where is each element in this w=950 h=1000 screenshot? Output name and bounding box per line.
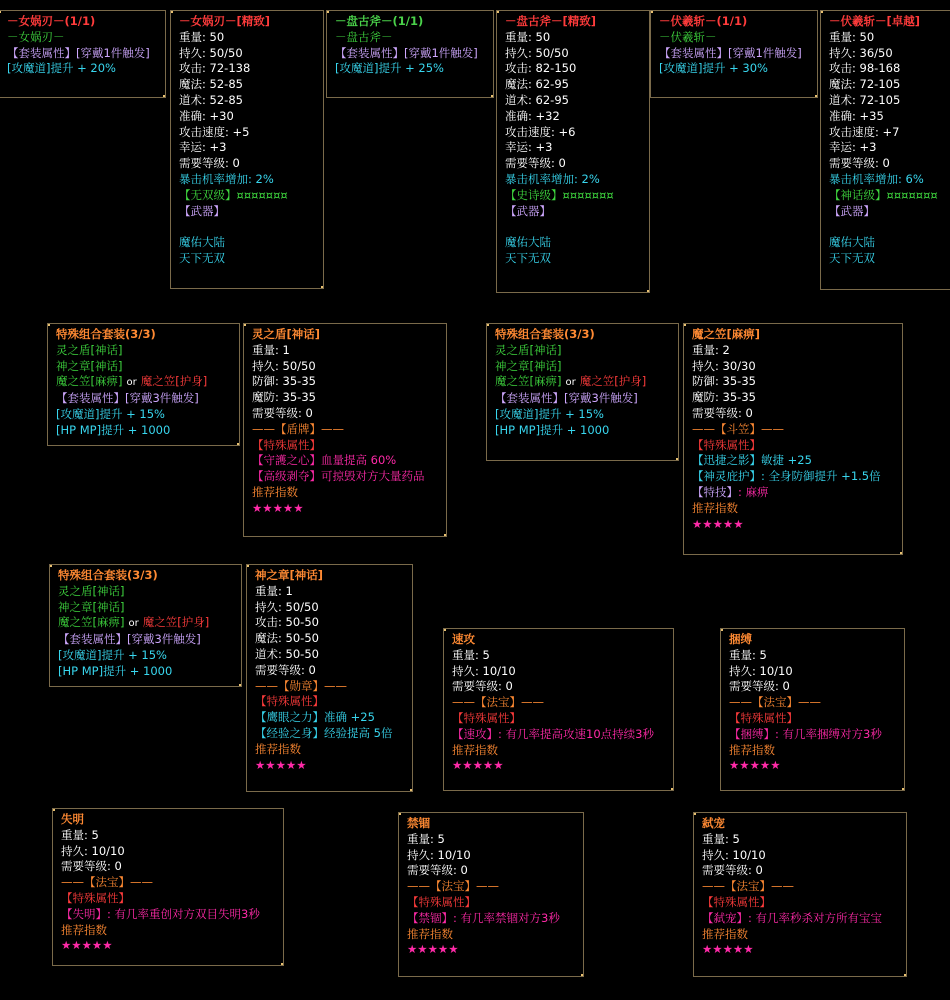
tooltip-title: 灵之盾[神话]	[252, 327, 321, 341]
tooltip-title: －女娲刃－[精致]	[179, 14, 271, 28]
set-item-name: 魔之笠[护身]	[579, 374, 647, 389]
recommend-label: 推荐指数	[61, 922, 107, 937]
fuxi-slash-set-tooltip	[650, 10, 818, 98]
magic-stat: 魔法: 52-85	[179, 77, 243, 92]
set-attribute-label: 【套装属性】[穿戴3件触发]	[58, 632, 201, 647]
magic-defense-stat: 魔防: 35-35	[692, 390, 756, 405]
set-bonus: [攻魔道]提升 + 15%	[56, 406, 165, 421]
grade-label: 【无双级】¤¤¤¤¤¤¤	[179, 187, 288, 202]
tooltip-title: 弑宠	[702, 816, 725, 830]
weight-stat: 重量: 50	[505, 29, 551, 44]
level-requirement: 需要等级: 0	[729, 679, 790, 694]
level-requirement: 需要等级: 0	[61, 859, 122, 874]
quick-attack-tooltip	[443, 628, 674, 791]
durability-stat: 持久: 36/50	[829, 45, 893, 60]
special-attribute-label: 【特殊属性】	[452, 710, 521, 725]
recommend-stars: ★★★★★	[692, 516, 744, 531]
blind-tooltip	[52, 808, 284, 966]
tooltip-title: －盘古斧－[精致]	[505, 14, 597, 28]
level-requirement: 需要等级: 0	[255, 662, 316, 677]
god-badge-tooltip	[246, 564, 413, 792]
combo-set-tooltip	[49, 564, 242, 687]
tooltip-title: －盘古斧－(1/1)	[335, 14, 424, 28]
item-tag: 天下无双	[505, 250, 551, 265]
item-kind: ——【法宝】——	[729, 695, 821, 710]
tooltip-title: 神之章[神话]	[255, 568, 324, 582]
special-attribute-label: 【特殊属性】	[692, 437, 761, 452]
durability-stat: 持久: 30/30	[692, 358, 756, 373]
set-bonus: [攻魔道]提升 + 15%	[58, 647, 167, 662]
durability-stat: 持久: 10/10	[407, 847, 471, 862]
tooltip-title: 魔之笠[麻痹]	[692, 327, 761, 341]
item-type: 【武器】	[179, 203, 225, 218]
item-kind: ——【法宝】——	[702, 879, 794, 894]
pangu-axe-item-tooltip	[496, 10, 650, 293]
grade-label: 【史诗级】¤¤¤¤¤¤¤	[505, 187, 614, 202]
recommend-label: 推荐指数	[702, 926, 748, 941]
durability-stat: 持久: 10/10	[729, 663, 793, 678]
combo-set-tooltip	[486, 323, 679, 461]
special-skill: 【神灵庇护】: 全身防御提升 +1.5倍	[692, 469, 881, 484]
tao-stat: 道术: 62-95	[505, 92, 569, 107]
magic-stat: 魔法: 50-50	[255, 631, 319, 646]
item-tag: 魔佑大陆	[829, 235, 875, 250]
set-item-choice	[495, 374, 670, 391]
special-skill: 【弑宠】: 有几率秒杀对方所有宝宝	[702, 910, 883, 925]
special-skill: 【捆缚】: 有几率捆缚对方3秒	[729, 726, 882, 741]
special-skill: 【速攻】: 有几率提高攻速10点持续3秒	[452, 726, 654, 741]
set-item-name: 魔之笠[麻痹]	[56, 374, 123, 389]
attack-stat: 攻击: 50-50	[255, 615, 319, 630]
special-skill: 【失明】: 有几率重创对方双目失明3秒	[61, 906, 260, 921]
set-item-name: 灵之盾[神话]	[56, 342, 123, 357]
set-bonus: [HP MP]提升 + 1000	[495, 422, 610, 437]
defense-stat: 防御: 35-35	[692, 374, 756, 389]
pangu-axe-set-tooltip	[326, 10, 494, 98]
recommend-stars: ★★★★★	[252, 500, 304, 515]
special-attribute-label: 【特殊属性】	[61, 890, 130, 905]
set-bonus: [攻魔道]提升 + 25%	[335, 61, 444, 76]
special-skill: 【鹰眼之力】准确 +25	[255, 710, 375, 725]
weight-stat: 重量: 5	[407, 831, 445, 846]
set-attribute-label: 【套装属性】[穿戴1件触发]	[659, 45, 802, 60]
recommend-label: 推荐指数	[692, 500, 738, 515]
set-bonus: [HP MP]提升 + 1000	[56, 422, 171, 437]
level-requirement: 需要等级: 0	[692, 405, 753, 420]
recommend-stars: ★★★★★	[452, 758, 504, 773]
special-skill: 【禁锢】: 有几率禁锢对方3秒	[407, 910, 560, 925]
tooltip-title: 特殊组合套装(3/3)	[58, 568, 158, 582]
attack-speed-stat: 攻击速度: +7	[829, 124, 900, 139]
skill-name: 【守護之心】	[252, 453, 321, 468]
pet-slay-tooltip	[693, 812, 907, 977]
durability-stat: 持久: 10/10	[452, 663, 516, 678]
item-tag: 天下无双	[829, 250, 875, 265]
tooltip-title: 禁锢	[407, 816, 430, 830]
attack-stat: 攻击: 82-150	[505, 61, 577, 76]
set-item-name: 神之章[神话]	[58, 599, 125, 614]
defense-stat: 防御: 35-35	[252, 374, 316, 389]
set-item-choice	[58, 615, 233, 632]
special-skill	[252, 469, 438, 485]
attack-stat: 攻击: 72-138	[179, 61, 251, 76]
durability-stat: 持久: 50/50	[255, 599, 319, 614]
tao-stat: 道术: 52-85	[179, 92, 243, 107]
recommend-stars: ★★★★★	[61, 938, 113, 953]
level-requirement: 需要等级: 0	[179, 156, 240, 171]
luck-stat: 幸运: +3	[179, 140, 227, 155]
durability-stat: 持久: 50/50	[179, 45, 243, 60]
imprison-tooltip	[398, 812, 584, 977]
tooltip-title: 特殊组合套装(3/3)	[495, 327, 595, 341]
or-separator: or	[126, 377, 137, 389]
item-type: 【武器】	[505, 203, 551, 218]
set-bonus: [HP MP]提升 + 1000	[58, 663, 173, 678]
grade-label: 【神话级】¤¤¤¤¤¤¤	[829, 187, 938, 202]
accuracy-stat: 准确: +35	[829, 108, 884, 123]
skill-text: 可掠毁对方大量药品	[321, 469, 425, 484]
attack-speed-stat: 攻击速度: +5	[179, 124, 250, 139]
set-bonus: [攻魔道]提升 + 20%	[7, 61, 116, 76]
special-attribute-label: 【特殊属性】	[252, 437, 321, 452]
tooltip-title: 速攻	[452, 632, 475, 646]
set-item-name: 魔之笠[麻痹]	[58, 615, 125, 630]
item-kind: ——【法宝】——	[407, 879, 499, 894]
special-skill	[692, 485, 894, 501]
special-skill	[252, 453, 438, 469]
set-attribute-label: 【套装属性】[穿戴3件触发]	[56, 391, 199, 406]
recommend-stars: ★★★★★	[702, 942, 754, 957]
durability-stat: 持久: 10/10	[61, 843, 125, 858]
set-attribute-label: 【套装属性】[穿戴1件触发]	[335, 45, 478, 60]
weight-stat: 重量: 5	[452, 647, 490, 662]
fuxi-slash-item-tooltip	[820, 10, 950, 290]
spacer	[179, 219, 315, 235]
weight-stat: 重量: 5	[61, 827, 99, 842]
tooltip-title: －伏羲斩－[卓越]	[829, 14, 921, 28]
nvwa-blade-item-tooltip	[170, 10, 324, 289]
skill-name: 【特技】	[692, 484, 738, 499]
set-item-name: 神之章[神话]	[495, 358, 562, 373]
level-requirement: 需要等级: 0	[452, 679, 513, 694]
accuracy-stat: 准确: +30	[179, 108, 234, 123]
combo-set-tooltip	[47, 323, 240, 446]
special-attribute-label: 【特殊属性】	[702, 894, 771, 909]
set-attribute-label: 【套装属性】[穿戴3件触发]	[495, 391, 638, 406]
set-attribute-label: 【套装属性】[穿戴1件触发]	[7, 45, 150, 60]
set-item-name: －伏羲斩－	[659, 29, 717, 44]
weight-stat: 重量: 2	[692, 342, 730, 357]
set-item-name: 神之章[神话]	[56, 358, 123, 373]
item-kind: ——【斗笠】——	[692, 421, 784, 436]
durability-stat: 持久: 50/50	[252, 358, 316, 373]
tooltip-title: －女娲刃－(1/1)	[7, 14, 96, 28]
special-attribute-label: 【特殊属性】	[255, 694, 324, 709]
recommend-label: 推荐指数	[729, 742, 775, 757]
magic-stat: 魔法: 72-105	[829, 77, 901, 92]
item-tag: 魔佑大陆	[505, 235, 551, 250]
durability-stat: 持久: 50/50	[505, 45, 569, 60]
tooltip-title: 捆缚	[729, 632, 752, 646]
nvwa-blade-set-tooltip	[0, 10, 166, 98]
skill-text: : 麻痹	[738, 484, 769, 499]
tooltip-title: －伏羲斩－(1/1)	[659, 14, 748, 28]
luck-stat: 幸运: +3	[829, 140, 877, 155]
accuracy-stat: 准确: +32	[505, 108, 560, 123]
spirit-shield-tooltip	[243, 323, 447, 537]
recommend-label: 推荐指数	[452, 742, 498, 757]
tao-stat: 道术: 50-50	[255, 646, 319, 661]
item-kind: ——【法宝】——	[61, 875, 153, 890]
weight-stat: 重量: 1	[252, 342, 290, 357]
set-item-name: 灵之盾[神话]	[58, 583, 125, 598]
weight-stat: 重量: 50	[829, 29, 875, 44]
set-item-choice	[56, 374, 231, 391]
special-attribute-label: 【特殊属性】	[729, 710, 798, 725]
item-kind: ——【勋章】——	[255, 678, 347, 693]
recommend-stars: ★★★★★	[255, 757, 307, 772]
or-separator: or	[128, 618, 139, 630]
spacer	[829, 219, 950, 235]
recommend-label: 推荐指数	[407, 926, 453, 941]
set-item-name: 魔之笠[护身]	[142, 615, 210, 630]
item-tag: 魔佑大陆	[179, 235, 225, 250]
level-requirement: 需要等级: 0	[407, 863, 468, 878]
tooltip-title: 特殊组合套装(3/3)	[56, 327, 156, 341]
recommend-label: 推荐指数	[252, 484, 298, 499]
set-item-name: －盘古斧－	[335, 29, 393, 44]
crit-stat: 暴击机率增加: 2%	[505, 171, 600, 186]
weight-stat: 重量: 50	[179, 29, 225, 44]
weight-stat: 重量: 5	[729, 647, 767, 662]
level-requirement: 需要等级: 0	[829, 156, 890, 171]
magic-defense-stat: 魔防: 35-35	[252, 390, 316, 405]
recommend-label: 推荐指数	[255, 741, 301, 756]
item-kind: ——【盾牌】——	[252, 421, 344, 436]
set-item-name: －女娲刃－	[7, 29, 65, 44]
recommend-stars: ★★★★★	[729, 758, 781, 773]
set-bonus: [攻魔道]提升 + 30%	[659, 61, 768, 76]
durability-stat: 持久: 10/10	[702, 847, 766, 862]
demon-hat-tooltip	[683, 323, 903, 555]
bind-tooltip	[720, 628, 905, 791]
tooltip-title: 失明	[61, 812, 84, 826]
item-tag: 天下无双	[179, 250, 225, 265]
skill-name: 【高级剥夺】	[252, 469, 321, 484]
level-requirement: 需要等级: 0	[702, 863, 763, 878]
crit-stat: 暴击机率增加: 6%	[829, 171, 924, 186]
special-skill: 【经验之身】经验提高 5倍	[255, 725, 393, 740]
level-requirement: 需要等级: 0	[252, 405, 313, 420]
special-skill: 【迅捷之影】敏捷 +25	[692, 453, 812, 468]
recommend-stars: ★★★★★	[407, 942, 459, 957]
special-attribute-label: 【特殊属性】	[407, 894, 476, 909]
skill-text: 血量提高 60%	[321, 453, 397, 468]
weight-stat: 重量: 1	[255, 583, 293, 598]
set-item-name: 魔之笠[护身]	[140, 374, 208, 389]
or-separator: or	[565, 377, 576, 389]
tao-stat: 道术: 72-105	[829, 92, 901, 107]
level-requirement: 需要等级: 0	[505, 156, 566, 171]
luck-stat: 幸运: +3	[505, 140, 553, 155]
weight-stat: 重量: 5	[702, 831, 740, 846]
crit-stat: 暴击机率增加: 2%	[179, 171, 274, 186]
spacer	[505, 219, 641, 235]
item-type: 【武器】	[829, 203, 875, 218]
magic-stat: 魔法: 62-95	[505, 77, 569, 92]
attack-speed-stat: 攻击速度: +6	[505, 124, 576, 139]
set-item-name: 灵之盾[神话]	[495, 342, 562, 357]
set-item-name: 魔之笠[麻痹]	[495, 374, 562, 389]
set-bonus: [攻魔道]提升 + 15%	[495, 406, 604, 421]
item-kind: ——【法宝】——	[452, 695, 544, 710]
attack-stat: 攻击: 98-168	[829, 61, 901, 76]
